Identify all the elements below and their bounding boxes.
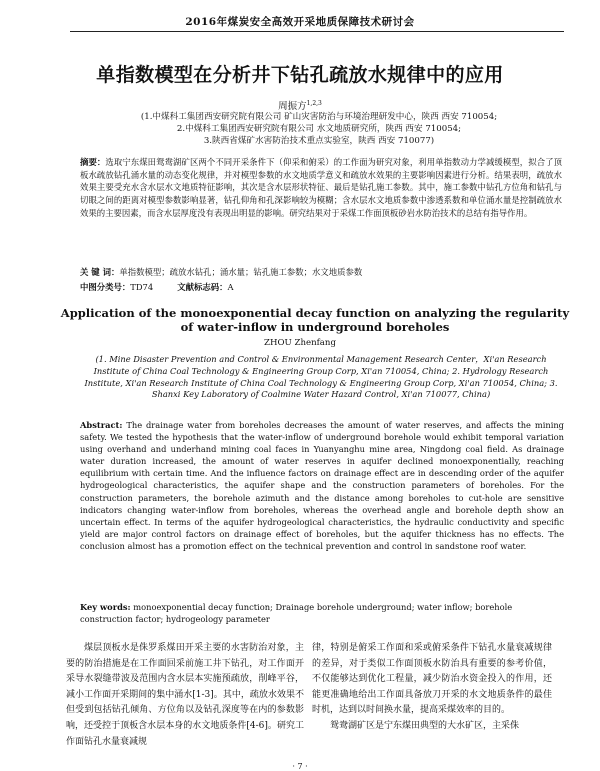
author-chinese [0, 98, 600, 112]
author-english: ZHOU Zhenfang [264, 338, 336, 348]
affiliation-cn-1: (1.中煤科工集团西安研究院有限公司 矿山灾害防治与环境治理研发中心，陕西 西安 710054; [140, 112, 498, 122]
affiliations-english: (1. Mine Disaster Prevention and Control & Environmental Management Research Center，Xi'an Research Institute of China Coal Technology & Engineering Group Corp, Xi'an 710054, China; 2. Hydrology Research Institute, Xi'an Research Institute of China Coal Technology & Engineering Group Corp, Xi'an 710054, China; 3. Shanxi Key Laboratory of Coalmine Water Hazard Control, Xi'an 710077, China) [84, 354, 558, 400]
abstract-chinese [80, 156, 562, 220]
keywords-cn-text: 单指数模型；疏放水钻孔；涌水量；钻孔施工参数；水文地质参数 [119, 267, 363, 277]
author-name-cn: 周振方 [278, 101, 307, 112]
abstract-cn-label: 摘要： [80, 157, 106, 167]
affiliations-chinese [78, 111, 560, 147]
abstract-en-label: Abstract: [80, 420, 123, 430]
header-rule [70, 31, 564, 32]
classification-line [80, 281, 562, 293]
title-chinese: 单指数模型在分析井下钻孔疏放水规律中的应用 [96, 64, 504, 86]
running-head: 2016年煤炭安全高效开采地质保障技术研讨会 [185, 16, 415, 28]
abstract-cn-text: 选取宁东煤田鸳鸯湖矿区两个不同开采条件下（仰采和俯采）的工作面为研究对象，利用单指数动力学减缓模型，拟合了顶板水疏放钻孔涌水量的动态变化规律，并对模型参数的水文地质学意义和疏放水效果的主要影响因素进行分析。结果表明，疏放水效果主要受充水含水层水文地质特征影响，其次是含水层形状特征、最后是钻孔施工参数。其中，施工参数中钻孔方位角和钻孔与切眼之间的距离对模型参数影响显著，钻孔仰角和孔深影响较为模糊；含水层水文地质参数中渗透系数和单位涌水量是控制疏放水效果的主要因素，而含水层厚度没有表现出明显的影响。研究结果对于采煤工作面顶板砂岩水防治技术的总结有指导作用。 [80, 157, 562, 218]
keywords-english [80, 601, 564, 625]
keywords-en-label: Key words: [80, 602, 131, 612]
classification-value: TD74 [130, 282, 154, 292]
body-right-paragraph-1: 律，特别是俯采工作面和采或俯采条件下钻孔水量衰减规律的差异，对于类似工作面顶板水防治具有重要的参考价值，不仅能够达到优化工程量，减少防治水资金投入的作用，还能更准确地给出工作面具备放刀开采的水文地质条件的最佳时机，达到以时间换水量，提高采煤效率的目的。 [312, 643, 552, 716]
keywords-chinese [80, 266, 562, 278]
doc-code-label: 文献标志码： [177, 282, 228, 292]
page-number: · 7 · [292, 762, 308, 771]
body-left-column: 煤层顶板水是侏罗系煤田开采主要的水害防治对象，主要的防治措施是在工作面回采前施工井下钻孔，对工作面开采导水裂缝带波及范围内含水层本实施预疏放，削峰平谷，减小工作面开采期间的集中涌水[1-3]。其中，疏放水效果不但受到包括钻孔倾角、方位角以及钻孔深度等在内的参数影响，还受控于顶板含水层本身的水文地质条件[4-6]。研究工作面钻孔水量衰减规 [66, 643, 304, 747]
doc-code-value: A [227, 282, 234, 292]
affiliation-cn-2: 2.中煤科工集团西安研究院有限公司 水文地质研究所，陕西 西安 710054; [176, 124, 462, 134]
title-english: Application of the monoexponential decay function on analyzing the regularity of water-inflow in underground boreholes [60, 306, 570, 334]
author-affiliation-marks: 1,2,3 [306, 99, 322, 107]
keywords-en-text: monoexponential decay function; Drainage borehole underground; water inflow; borehole construction factor; hydrogeology parameter [80, 602, 513, 624]
abstract-english [80, 419, 564, 552]
classification-label: 中图分类号： [80, 282, 131, 292]
affiliation-cn-3: 3.陕西省煤矿水害防治技术重点实验室，陕西 西安 710077) [203, 136, 435, 146]
abstract-en-text: The drainage water from boreholes decreases the amount of water reserves, and affects the mining safety. We tested the hypothesis that the water-inflow of underground borehole would exhibit temporal variation using overhand and underhand mining coal faces in Yuanyanghu mine area, Ningdong coal field. As drainage water duration increased, the amount of water reserves in aquifer declined monoexponentially, reaching equilibrium with certain time. And the influence factors on drainage effect are in descending order of the aquifer hydrogeological characteristics, the aquifer shape and the construction parameters of boreholes. For the construction parameters, the borehole azimuth and the distance among boreholes to cut-hole are sensitive indicators changing water-inflow from boreholes, whereas the overhead angle and borehole depth show an uncertain effect. In terms of the aquifer hydrogeological characteristics, the hydraulic conductivity and specific yield are major control factors on drainage effect of boreholes, but the aquifer thickness has no effects. The conclusion almost has a promotion effect on the technical prevention and control in sandstone roof water. [80, 420, 564, 551]
keywords-cn-label: 关 键 词： [80, 267, 120, 277]
body-right-column [312, 641, 552, 735]
body-right-paragraph-2: 鸳鸯湖矿区是宁东煤田典型的大水矿区，主采侏 [330, 720, 520, 731]
